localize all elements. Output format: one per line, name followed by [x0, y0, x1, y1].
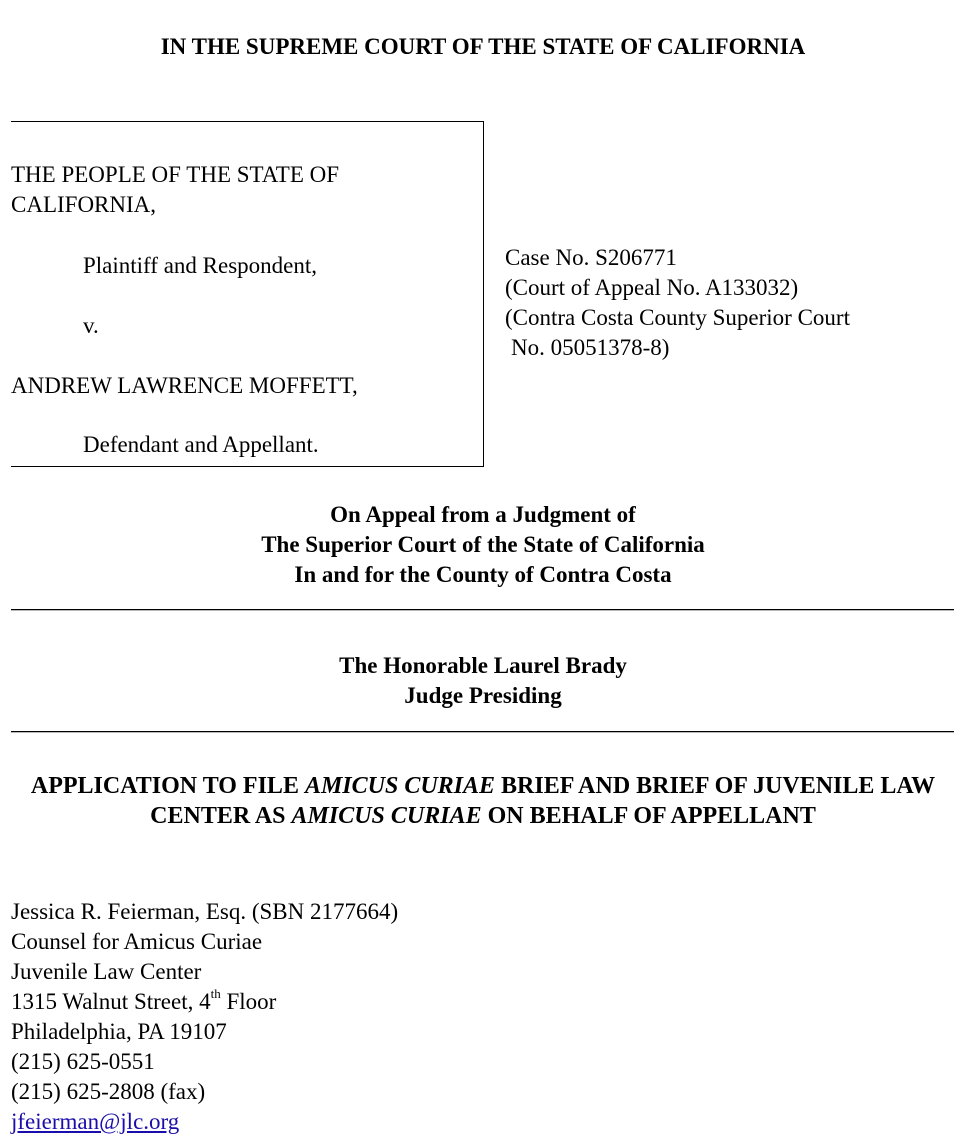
appeal-statement [0, 500, 966, 590]
superior-court-line1: (Contra Costa County Superior Court [505, 305, 850, 330]
appeal-line1: On Appeal from a Judgment of [330, 502, 636, 527]
counsel-block [11, 897, 398, 1137]
plaintiff-name-line1: THE PEOPLE OF THE STATE OF [11, 162, 340, 187]
application-title-part3: ON BEHALF OF APPELLANT [481, 803, 816, 829]
counsel-email-link[interactable]: jfeierman@jlc.org [11, 1109, 180, 1134]
defendant-name: ANDREW LAWRENCE MOFFETT, [11, 373, 358, 398]
application-title-italic1: AMICUS CURIAE [304, 773, 496, 799]
counsel-fax: (215) 625-2808 (fax) [11, 1079, 206, 1104]
case-number: Case No. S206771 [505, 245, 677, 270]
application-title-italic2: AMICUS CURIAE [291, 803, 482, 829]
street-text: 1315 Walnut Street, 4 [11, 989, 211, 1014]
counsel-phone: (215) 625-0551 [11, 1049, 155, 1074]
plaintiff-role: Plaintiff and Respondent, [83, 253, 318, 278]
judge-statement [0, 651, 966, 711]
defendant-role: Defendant and Appellant. [83, 432, 319, 457]
superior-court-line2: No. 05051378-8) [511, 335, 670, 360]
appeal-line3: In and for the County of Contra Costa [294, 562, 672, 587]
street-ordinal: th [210, 986, 221, 1002]
plaintiff-name-line2: CALIFORNIA, [11, 192, 157, 217]
horizontal-rule-bottom [11, 731, 954, 733]
plaintiff-name [11, 160, 339, 220]
counsel-name: Jessica R. Feierman, Esq. (SBN 2177664) [11, 899, 399, 924]
counsel-organization: Juvenile Law Center [11, 959, 202, 984]
court-title: IN THE SUPREME COURT OF THE STATE OF CALIFORNIA [160, 34, 806, 59]
street-floor: Floor [220, 989, 277, 1014]
counsel-city: Philadelphia, PA 19107 [11, 1019, 227, 1044]
counsel-role: Counsel for Amicus Curiae [11, 929, 263, 954]
application-title [0, 771, 966, 831]
appeal-line2: The Superior Court of the State of California [261, 532, 705, 557]
judge-presiding: Judge Presiding [404, 683, 562, 708]
horizontal-rule-top [11, 609, 954, 611]
application-title-part1: APPLICATION TO FILE [30, 773, 305, 799]
court-of-appeal-number: (Court of Appeal No. A133032) [505, 275, 799, 300]
case-info [505, 243, 850, 363]
judge-name: The Honorable Laurel Brady [339, 653, 627, 678]
counsel-street [11, 987, 398, 1017]
application-title-part2: BRIEF AND BRIEF OF JUVENILE LAW CENTER AS [150, 773, 936, 829]
versus-label: v. [83, 313, 99, 338]
